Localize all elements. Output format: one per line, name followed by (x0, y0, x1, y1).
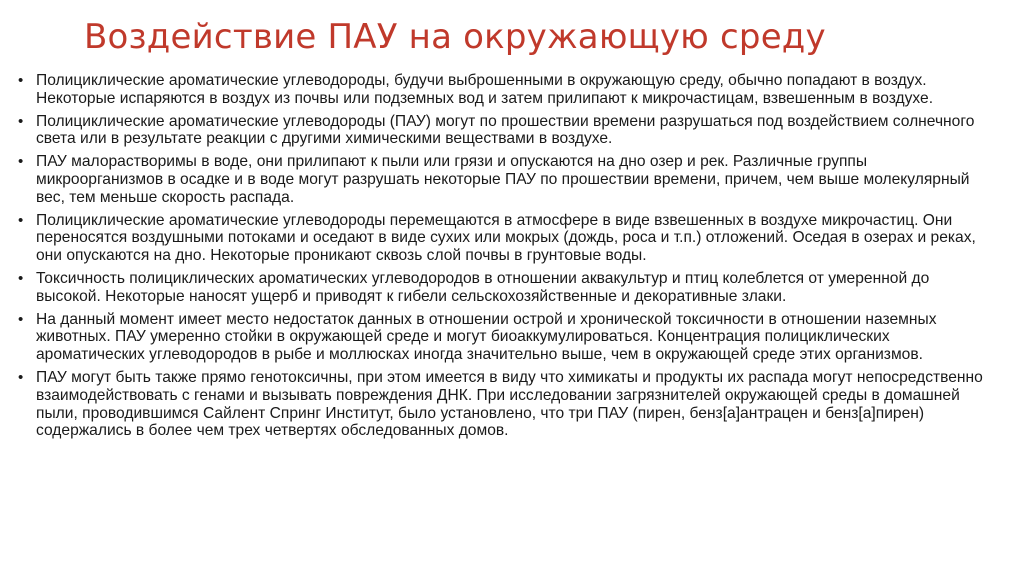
bullet-icon: • (18, 72, 24, 89)
bullet-icon: • (18, 368, 24, 386)
bullet-text: Токсичность полициклических ароматических углеводородов в отношении аквакультур и птиц колеблется от умеренной до высокой. Некоторые наносят ущерб и приводят к гибели сельскохозяйственные и декоративные злаки. (36, 269, 930, 305)
bullet-text: Полициклические ароматические углеводороды (ПАУ) могут по прошествии времени разрушаться под воздействием солнечного света или в результате реакции с другими химическими веществами в воздухе. (36, 112, 975, 148)
bullet-icon: • (18, 269, 24, 287)
bullet-icon: • (18, 211, 24, 229)
bullet-icon: • (18, 153, 24, 171)
bullet-text: ПАУ могут быть также прямо генотоксичны, при этом имеется в виду что химикаты и продукты их распада могут непосредственно взаимодействовать с генами и вызывать повреждения ДНК. При исследовании загрязнителей окружающей среды в домашней пыли, проводившимся Сайлент Спринг Институт, было установлено, что три ПАУ (пирен, бенз[а]антрацен и бенз[а]пирен) содержались в более чем трех четвертях обследованных домов. (36, 368, 983, 440)
bullet-item (16, 153, 998, 206)
bullet-item (16, 311, 998, 364)
bullet-item (16, 72, 998, 108)
bullet-list (16, 72, 998, 440)
bullet-text: На данный момент имеет место недостаток данных в отношении острой и хронической токсичности в отношении наземных животных. ПАУ умеренно стойки в окружающей среде и могут биоаккумулироваться. Концентрация полициклических ароматических углеводородов в рыбе и моллюсках иногда значительно выше, чем в окружающей среде этих организмов. (36, 310, 937, 364)
bullet-item (16, 113, 998, 149)
slide-title: Воздействие ПАУ на окружающую среду (84, 17, 826, 57)
bullet-text: Полициклические ароматические углеводороды перемещаются в атмосфере в виде взвешенных в воздухе микрочастиц. Они переносятся воздушными потоками и оседают в виде сухих или мокрых (дождь, роса и т.п.) отложений. Оседая в озерах и реках, они опускаются на дно. Некоторые проникают сквозь слой почвы в грунтовые воды. (36, 211, 976, 265)
bullet-icon: • (18, 310, 24, 328)
bullet-item (16, 270, 998, 306)
bullet-icon: • (18, 112, 24, 130)
bullet-text: ПАУ малорастворимы в воде, они прилипают к пыли или грязи и опускаются на дно озер и рек. Различные группы микроорганизмов в осадке и в воде могут разрушать некоторые ПАУ по прошествии времени, причем, чем выше молекулярный вес, тем меньше скорость распада. (36, 153, 970, 206)
bullet-item (16, 212, 998, 265)
bullet-text: Полициклические ароматические углеводороды, будучи выброшенными в окружающую среду, обычно попадают в воздух. Некоторые испаряются в воздух из почвы или подземных вод и затем прилипают к микрочастицам, взвешенным в воздухе. (36, 72, 934, 107)
bullet-item (16, 369, 998, 440)
